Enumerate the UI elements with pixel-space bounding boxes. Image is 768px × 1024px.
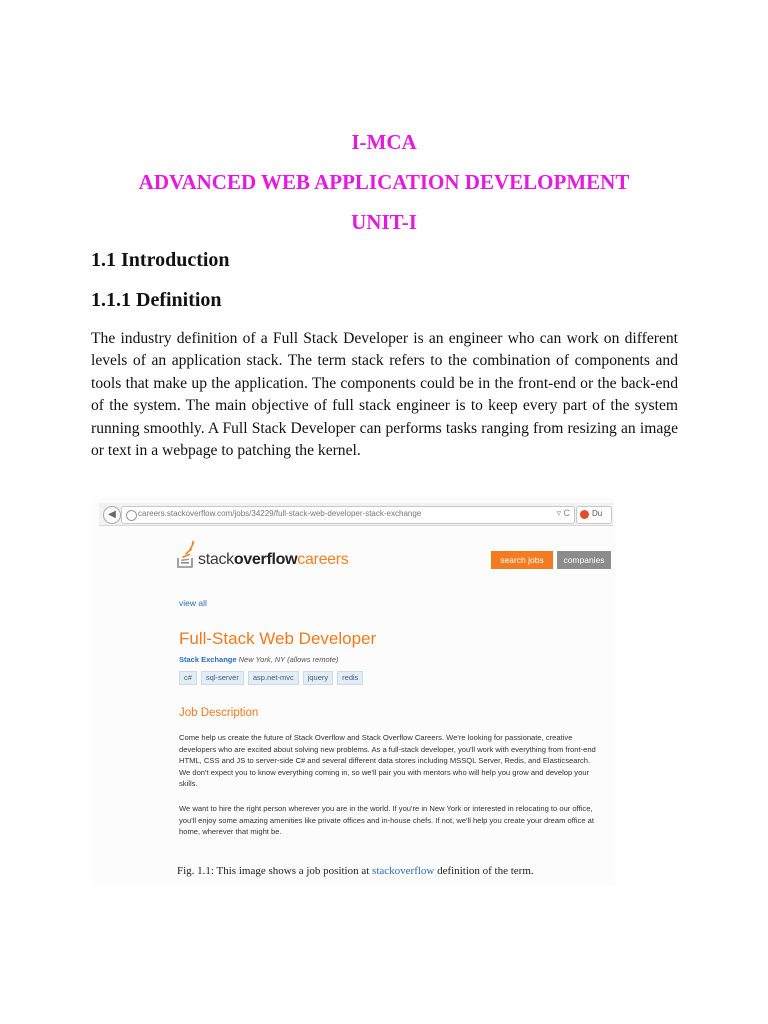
url-text: careers.stackoverflow.com/jobs/34229/full-stack-web-developer-stack-exchange — [138, 509, 422, 518]
tag-item[interactable]: jquery — [303, 671, 333, 685]
company-link[interactable]: Stack Exchange — [179, 655, 237, 664]
unit-title: UNIT-I — [351, 210, 417, 234]
definition-heading: 1.1.1 Definition — [91, 289, 222, 311]
logo-overflow: overflow — [233, 551, 298, 568]
tag-item[interactable]: c# — [179, 671, 197, 685]
url-field[interactable] — [121, 506, 575, 524]
tag-item[interactable]: redis — [337, 671, 363, 685]
job-posting-screenshot-figure — [93, 497, 615, 885]
course-title: I-MCA — [351, 130, 417, 154]
job-description-heading: Job Description — [179, 707, 259, 719]
company-location-line — [179, 655, 338, 664]
search-jobs-button[interactable]: search jobs — [491, 551, 553, 569]
back-arrow-icon[interactable]: ◀ — [103, 506, 121, 524]
search-engine-icon — [580, 510, 589, 519]
browser-address-bar — [99, 503, 613, 526]
search-engine-label: Du — [592, 509, 603, 518]
reload-icon[interactable]: ▿ C — [556, 508, 570, 518]
globe-icon — [126, 510, 137, 521]
job-tags — [179, 671, 363, 685]
job-description-paragraph: We want to hire the right person wherever you are in the world. If you're in New York or interested in relocating to our office, you'll enjoy some amazing amenities like private offices and in-house chefs. If not, we'll help you create your dream office at home, wherever that might be. — [179, 804, 595, 837]
caption-prefix: Fig. 1.1: This image shows a job position at — [177, 865, 373, 877]
view-all-link[interactable]: view all — [179, 598, 207, 608]
companies-button[interactable]: companies — [557, 551, 611, 569]
definition-paragraph: The industry definition of a Full Stack Developer is an engineer who can work on different levels of an application stack. The term stack refers to the combination of components and tools that make up the application. The components could be in the front-end or the back-end of the system. The main objective of full stack engineer is to keep every part of the system running smoothly. A Full Stack Developer can performs tasks ranging from resizing an image or text in a webpage to patching the kernel. — [91, 330, 678, 460]
job-location: New York, NY (allows remote) — [238, 655, 339, 664]
stackoverflow-logo-icon — [177, 541, 195, 569]
introduction-heading: 1.1 Introduction — [91, 249, 230, 271]
tag-item[interactable]: asp.net-mvc — [248, 671, 299, 685]
stackoverflow-careers-logo[interactable] — [198, 551, 349, 569]
logo-stack: stack — [198, 551, 234, 568]
search-engine-box[interactable] — [576, 506, 612, 524]
job-description-paragraph: Come help us create the future of Stack Overflow and Stack Overflow Careers. We're looking for passionate, creative developers who are excited about solving new problems. As a full-stack developer, you'll work with everything from front-end HTML, CSS and JS to server-side C# and several different data stores including MSSQL Server, Redis, and Elasticsearch. We don't expect you to know everything coming in, so we'll pair you with mentors who will help you grow and develop your skills. — [179, 733, 596, 789]
caption-suffix: definition of the term. — [434, 865, 534, 877]
caption-link: stackoverflow — [372, 865, 435, 877]
logo-careers: careers — [297, 551, 349, 568]
tag-item[interactable]: sql-server — [201, 671, 244, 685]
job-title: Full-Stack Web Developer — [179, 629, 377, 648]
subject-title: ADVANCED WEB APPLICATION DEVELOPMENT — [138, 170, 630, 194]
figure-caption — [177, 865, 534, 877]
